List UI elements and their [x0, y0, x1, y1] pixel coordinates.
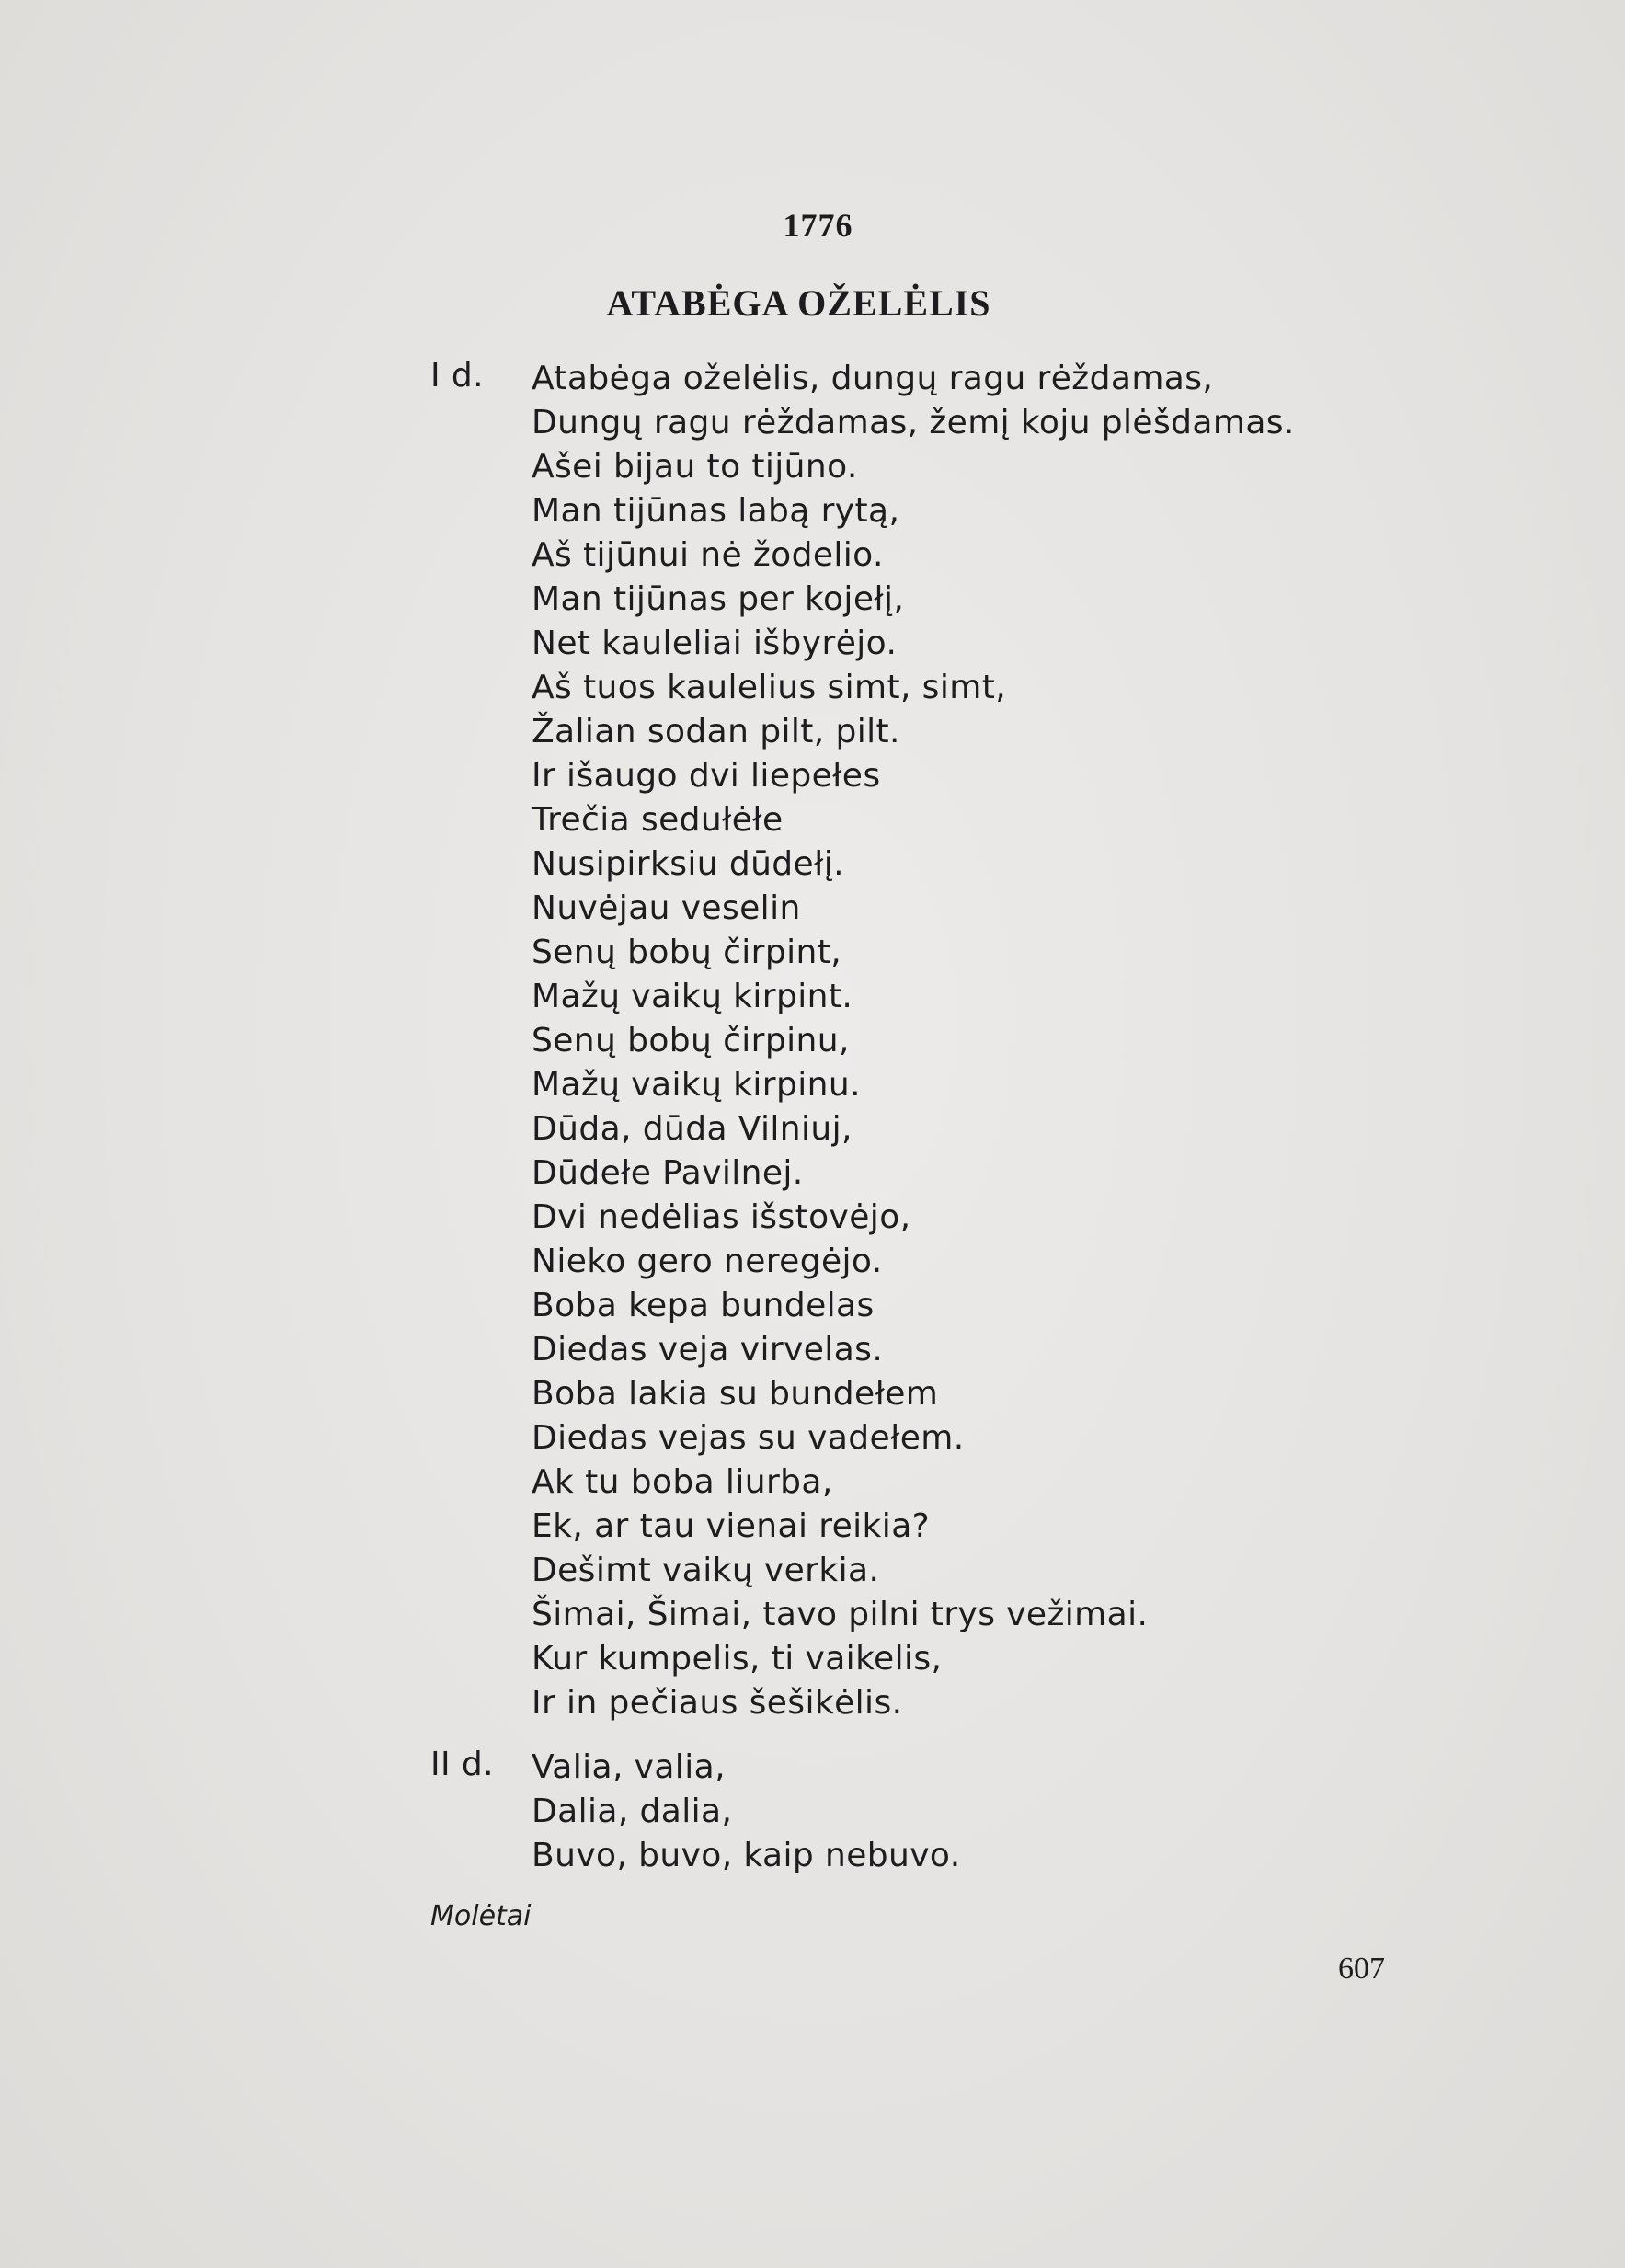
verse-line: Net kauleliai išbyrėjo. — [532, 624, 898, 662]
verse-line: Aš tuos kaulelius simt, simt, — [532, 669, 1007, 706]
verse-lines — [532, 1746, 961, 1878]
verse-line: Man tijūnas labą rytą, — [532, 492, 900, 530]
verse-line: Nuvėjau veselin — [532, 889, 801, 927]
verse-line: Mažų vaikų kirpinu. — [532, 1066, 861, 1104]
verse-line: Valia, valia, — [532, 1748, 726, 1786]
verse-line: Dungų ragu rėždamas, žemį koju plėšdamas. — [532, 404, 1295, 441]
verse-line: Dvi nedėlias išstovėjo, — [532, 1198, 911, 1236]
verse-line: Mažų vaikų kirpint. — [532, 978, 853, 1015]
part-label: II d. — [430, 1746, 494, 1783]
verse-line: Diedas vejas su vadełem. — [532, 1419, 965, 1457]
page-number: 607 — [1338, 1952, 1385, 1986]
verse-line: Buvo, buvo, kaip nebuvo. — [532, 1837, 961, 1874]
verse-line: Senų bobų čirpinu, — [532, 1022, 850, 1060]
verse-line: Kur kumpelis, ti vaikelis, — [532, 1640, 943, 1678]
verse-line: Šimai, Šimai, tavo pilni trys vežimai. — [532, 1596, 1149, 1633]
verse-line: Dūdełe Pavilnej. — [532, 1154, 804, 1192]
verse-line: Trečia sedułėłe — [532, 801, 784, 839]
verse-line: Atabėga oželėlis, dungų ragu rėždamas, — [532, 360, 1214, 397]
verse-line: Diedas veja virvelas. — [532, 1331, 884, 1369]
song-title: ATABĖGA OŽELĖLIS — [606, 282, 991, 324]
verse-line: Ek, ar tau vienai reikia? — [532, 1507, 931, 1545]
verse-line: Dūda, dūda Vilniuj, — [532, 1110, 853, 1148]
verse-line: Boba lakia su bundełem — [532, 1375, 939, 1413]
verse-line: Aš tijūnui nė žodelio. — [532, 536, 884, 574]
verse-line: Ir išaugo dvi liepełes — [532, 757, 881, 795]
verse-line: Dalia, dalia, — [532, 1793, 733, 1830]
verse-line: Žalian sodan pilt, pilt. — [532, 713, 900, 750]
verse-line: Dešimt vaikų verkia. — [532, 1552, 880, 1589]
part-label: I d. — [430, 357, 484, 395]
verse-line: Nusipirksiu dūdełį. — [532, 845, 844, 883]
verse-line: Ir in pečiaus šešikėlis. — [532, 1684, 903, 1722]
verse-line: Ašei bijau to tijūno. — [532, 448, 858, 486]
verse-line: Boba kepa bundelas — [532, 1287, 875, 1324]
verse-line: Ak tu boba liurba, — [532, 1463, 833, 1501]
recording-place: Molėtai — [430, 1900, 532, 1932]
verse-line: Senų bobų čirpint, — [532, 934, 842, 971]
song-number: 1776 — [783, 207, 853, 244]
verse-lines — [532, 357, 1295, 1725]
verse-line: Nieko gero neregėjo. — [532, 1243, 883, 1280]
verse-line: Man tijūnas per kojełį, — [532, 580, 905, 618]
